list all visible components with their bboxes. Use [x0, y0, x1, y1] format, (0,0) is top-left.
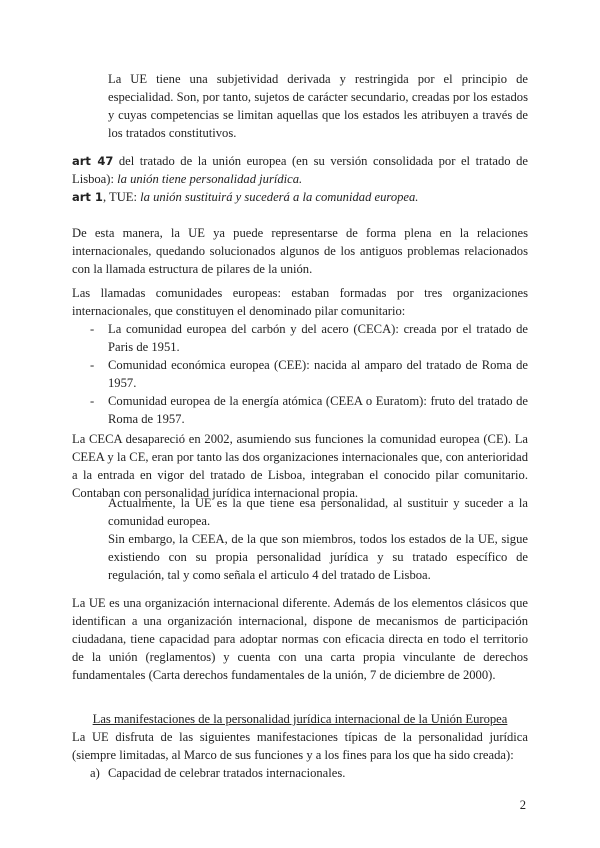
art47-text: del tratado de la unión europea (en su versión consolidada por el tratado de Lisboa):: [72, 154, 528, 186]
art1-paragraph: [72, 188, 528, 206]
art47-quote: la unión tiene personalidad jurídica.: [117, 172, 303, 186]
communities-list: [72, 320, 528, 428]
art1-text: , TUE:: [102, 190, 141, 204]
list-dash: -: [90, 358, 95, 372]
paragraph-ue-organizacion: La UE es una organización internacional diferente. Además de los elementos clásicos que identifican a una organización internacional, dispone de mecanismos de participación ciudadana, tiene capacidad para adoptar normas con eficacia directa en todo el territorio de la unión (reglamentos) y cuenta con una carta propia vinculante de derechos fundamentales (Carta derechos fundamentales de la unión, 7 de diciembre de 2000).: [72, 596, 528, 682]
paragraph-manifestaciones: La UE disfruta de las siguientes manifestaciones típicas de la personalidad jurídica (siempre limitadas, al Marco de sus funciones y a los fines para los que ha sido creada):: [72, 730, 528, 762]
paragraph-ceca: La CECA desapareció en 2002, asumiendo sus funciones la comunidad europea (CE). La CEEA y la CE, eran por tanto las dos organizaciones internacionales que, con anterioridad a la entrada en vigor del tratado de Lisboa, integraban el conocido pilar comunitario. Contaban con personalidad jurídica internacional propia.: [72, 432, 528, 500]
art1-label: art 1: [72, 190, 103, 204]
list-item-text: La comunidad europea del carbón y del acero (CECA): creada por el tratado de Paris de 1951.: [108, 322, 528, 354]
quote-subjetividad: La UE tiene una subjetividad derivada y restringida por el principio de especialidad. Son, por tanto, sujetos de carácter secundario, creadas por los estados y cuyas competencias se limitan aquellas que los estados les atribuyen a través de los tratados constitutivos.: [108, 72, 528, 140]
quote-sin-embargo: Sin embargo, la CEEA, de la que son miembros, todos los estados de la UE, sigue existiendo con su propia personalidad jurídica y su tratado específico de regulación, tal y como señala el articulo 4 del tratado de Lisboa.: [108, 532, 528, 582]
art1-quote: la unión sustituirá y sucederá a la comunidad europea.: [140, 190, 419, 204]
art47-label: art 47: [72, 154, 114, 168]
list-marker: a): [90, 766, 100, 780]
list-item: [72, 356, 528, 392]
list-item-text: Comunidad económica europea (CEE): nacida al amparo del tratado de Roma de 1957.: [108, 358, 528, 390]
list-item-text: Comunidad europea de la energía atómica (CEEA o Euratom): fruto del tratado de Roma de 1957.: [108, 394, 528, 426]
section-heading: Las manifestaciones de la personalidad jurídica internacional de la Unión Europea: [92, 712, 508, 726]
list-item: [72, 392, 528, 428]
list-item-a: [90, 764, 528, 782]
quote-actualmente: Actualmente, la UE es la que tiene esa personalidad, al sustituir y suceder a la comunidad europea.: [108, 496, 528, 528]
paragraph-esta-manera: De esta manera, la UE ya puede representarse de forma plena en la relaciones internacionales, quedando solucionados algunos de los antiguos problemas relacionados con la llamada estructura de pilares de la unión.: [72, 226, 528, 276]
paragraph-comunidades: Las llamadas comunidades europeas: estaban formadas por tres organizaciones internacionales, que constituyen el denominado pilar comunitario:: [72, 286, 528, 318]
page-number: 2: [519, 798, 526, 812]
art47-paragraph: [72, 152, 528, 188]
list-dash: -: [90, 394, 95, 408]
list-item-text: Capacidad de celebrar tratados internacionales.: [108, 766, 346, 780]
list-dash: -: [90, 322, 95, 336]
list-item: [72, 320, 528, 356]
